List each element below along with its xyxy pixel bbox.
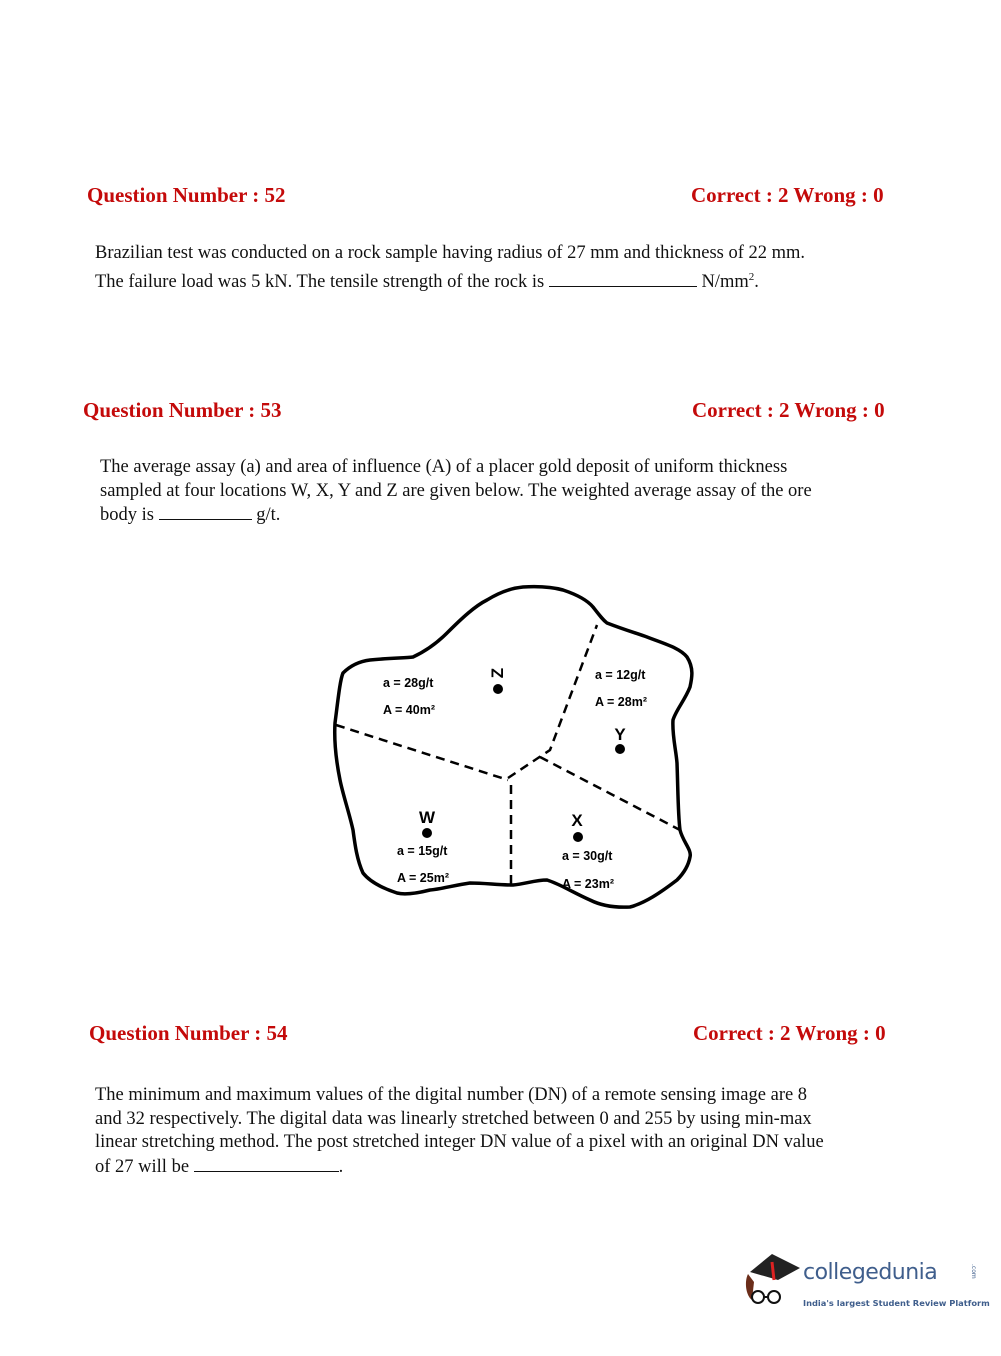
zone-z-label: Z [488, 667, 507, 679]
line: and 32 respectively. The digital data was linearly stretched between 0 and 255 by using min-max [95, 1108, 812, 1129]
logo-tagline: India's largest Student Review Platform [803, 1298, 990, 1308]
zone-x-label: X [571, 811, 583, 830]
unit-end: . [754, 272, 759, 293]
zone-w-label: W [418, 808, 436, 827]
zone-y-assay: a = 12g/t [595, 668, 646, 682]
zone-y-label: Y [614, 725, 626, 744]
logo-wordmark: collegedunia [803, 1260, 938, 1285]
unit-sup: 2 [748, 271, 755, 283]
question-number-54: Question Number : 54 [89, 1021, 288, 1045]
line: linear stretching method. The post stretched integer DN value of a pixel with an original DN value [95, 1132, 824, 1152]
line: Brazilian test was conducted on a rock sample having radius of 27 mm and thickness of 22 mm. [95, 243, 806, 263]
marks-52: Correct : 2 Wrong : 0 [691, 183, 884, 207]
zone-y-area: A = 28m² [595, 695, 647, 709]
collegedunia-logo [742, 1250, 990, 1320]
sample-point-x [573, 832, 583, 842]
zone-x-assay: a = 30g/t [562, 849, 613, 863]
question-number-53: Question Number : 53 [83, 398, 282, 422]
line [95, 1155, 824, 1180]
unit: N/mm [701, 272, 749, 293]
sample-point-y [615, 744, 625, 754]
zone-w-assay: a = 15g/t [397, 844, 448, 858]
answer-blank[interactable] [194, 1155, 339, 1172]
zone-z-area: A = 40m² [383, 703, 435, 717]
deposit-outline [335, 587, 692, 908]
zone-w-area: A = 25m² [397, 871, 449, 885]
unit: g/t. [256, 505, 281, 525]
line: The minimum and maximum values of the digital number (DN) of a remote sensing image are 8 [95, 1085, 808, 1105]
line: The average assay (a) and area of influence (A) of a placer gold deposit of uniform thickness [100, 457, 788, 477]
zone-x-area: A = 23m² [562, 877, 614, 891]
question-number-52: Question Number : 52 [87, 183, 286, 207]
line-text: body is [100, 505, 154, 525]
unit: . [338, 1156, 344, 1177]
boundary-lines [336, 625, 680, 885]
question-54-text [95, 1084, 824, 1179]
sample-point-z [493, 684, 503, 694]
line-text: The failure load was 5 kN. The tensile strength of the rock is [95, 272, 545, 293]
logo-suffix: .com [970, 1264, 977, 1279]
zone-z-assay: a = 28g/t [383, 676, 434, 690]
line: sampled at four locations W, X, Y and Z are given below. The weighted average assay of the ore [100, 481, 812, 501]
mascot-icon [742, 1252, 804, 1314]
marks-54: Correct : 2 Wrong : 0 [693, 1021, 886, 1045]
sample-point-w [422, 828, 432, 838]
line-text: of 27 will be [95, 1156, 190, 1177]
marks-53: Correct : 2 Wrong : 0 [692, 398, 885, 422]
